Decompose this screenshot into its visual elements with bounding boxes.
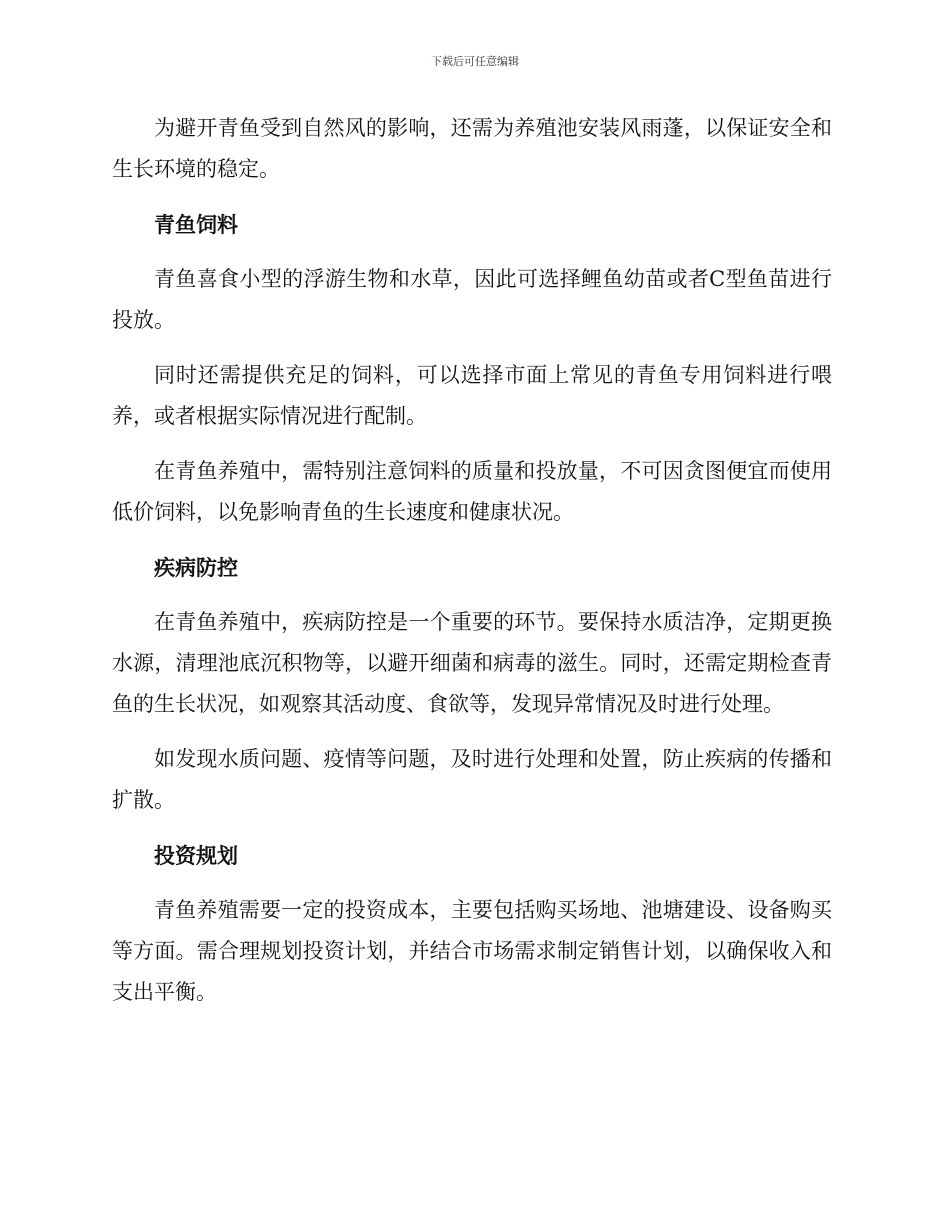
paragraph: 青鱼养殖需要一定的投资成本，主要包括购买场地、池塘建设、设备购买等方面。需合理规划投资计划，并结合市场需求制定销售计划，以确保收入和支出平衡。 [112, 898, 832, 1004]
paragraph: 青鱼喜食小型的浮游生物和水草，因此可选择鲤鱼幼苗或者C型鱼苗进行投放。 [112, 267, 832, 332]
paragraph: 为避开青鱼受到自然风的影响，还需为养殖池安装风雨蓬，以保证安全和生长环境的稳定。 [112, 116, 832, 181]
section-heading-feed: 青鱼饲料 [154, 212, 238, 237]
paragraph: 如发现水质问题、疫情等问题，及时进行处理和处置，防止疾病的传播和扩散。 [112, 747, 832, 812]
paragraph: 在青鱼养殖中，疾病防控是一个重要的环节。要保持水质洁净，定期更换水源，清理池底沉积物等，以避开细菌和病毒的滋生。同时，还需定期检查青鱼的生长状况，如观察其活动度、食欲等，发现异常情况及时进行处理。 [112, 610, 832, 716]
section-heading-investment-planning: 投资规划 [154, 843, 238, 868]
section-heading-disease-control: 疾病防控 [154, 555, 238, 580]
document-body [112, 108, 832, 1027]
page-header: 下载后可任意编辑 [431, 55, 519, 68]
paragraph: 在青鱼养殖中，需特别注意饲料的质量和投放量，不可因贪图便宜而使用低价饲料，以免影响青鱼的生长速度和健康状况。 [112, 459, 832, 524]
paragraph: 同时还需提供充足的饲料，可以选择市面上常见的青鱼专用饲料进行喂养，或者根据实际情况进行配制。 [112, 363, 832, 428]
